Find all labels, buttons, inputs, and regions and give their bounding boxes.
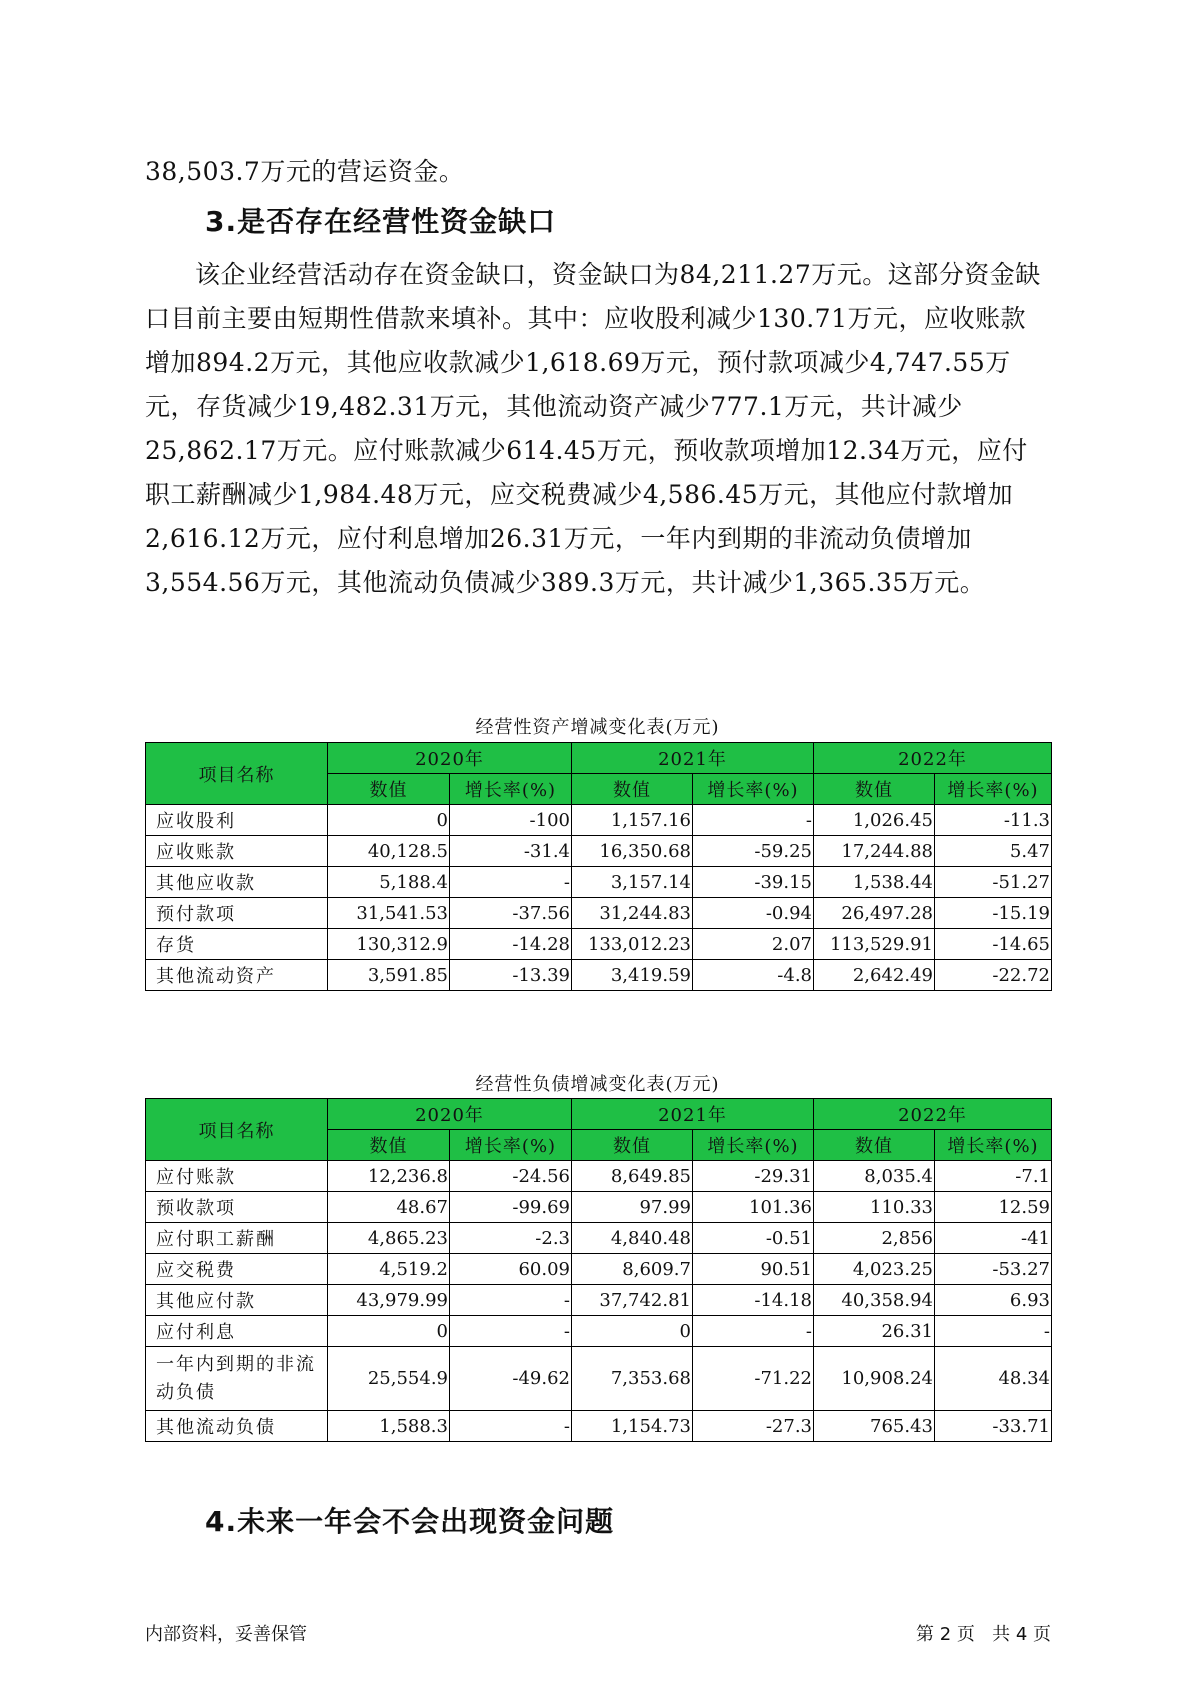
year-header: 2020年 bbox=[328, 1099, 572, 1130]
growth-cell: -13.39 bbox=[450, 960, 572, 991]
growth-cell: 2.07 bbox=[693, 929, 814, 960]
table-row bbox=[146, 1223, 1052, 1254]
value-cell: 43,979.99 bbox=[328, 1285, 450, 1316]
row-label: 其他流动负债 bbox=[146, 1411, 328, 1442]
value-cell: 10,908.24 bbox=[814, 1347, 935, 1411]
table-row bbox=[146, 867, 1052, 898]
growth-cell: -15.19 bbox=[935, 898, 1052, 929]
growth-header: 增长率(%) bbox=[450, 1130, 572, 1161]
row-label: 其他应付款 bbox=[146, 1285, 328, 1316]
intro-paragraph: 38,503.7万元的营运资金。 bbox=[145, 157, 465, 186]
value-cell: 133,012.23 bbox=[572, 929, 693, 960]
growth-cell: - bbox=[450, 867, 572, 898]
value-cell: 25,554.9 bbox=[328, 1347, 450, 1411]
year-header: 2020年 bbox=[328, 743, 572, 774]
section-4-heading: 4.未来一年会不会出现资金问题 bbox=[205, 1505, 615, 1538]
growth-cell: -49.62 bbox=[450, 1347, 572, 1411]
growth-cell: -0.51 bbox=[693, 1223, 814, 1254]
row-label: 其他应收款 bbox=[146, 867, 328, 898]
value-cell: 31,244.83 bbox=[572, 898, 693, 929]
value-cell: 17,244.88 bbox=[814, 836, 935, 867]
value-cell: 8,649.85 bbox=[572, 1161, 693, 1192]
table-row bbox=[146, 805, 1052, 836]
value-cell: 16,350.68 bbox=[572, 836, 693, 867]
value-cell: 2,642.49 bbox=[814, 960, 935, 991]
table-row bbox=[146, 836, 1052, 867]
value-cell: 3,591.85 bbox=[328, 960, 450, 991]
footer-page-number: 第 2 页 共 4 页 bbox=[916, 1624, 1051, 1645]
table-row bbox=[146, 1192, 1052, 1223]
row-label: 存货 bbox=[146, 929, 328, 960]
value-cell: 40,128.5 bbox=[328, 836, 450, 867]
table-row bbox=[146, 1316, 1052, 1347]
value-cell: 1,538.44 bbox=[814, 867, 935, 898]
growth-header: 增长率(%) bbox=[693, 774, 814, 805]
row-label: 其他流动资产 bbox=[146, 960, 328, 991]
growth-cell: -14.28 bbox=[450, 929, 572, 960]
growth-cell: -14.18 bbox=[693, 1285, 814, 1316]
row-label: 应付利息 bbox=[146, 1316, 328, 1347]
value-cell: 5,188.4 bbox=[328, 867, 450, 898]
row-label: 应付账款 bbox=[146, 1161, 328, 1192]
value-cell: 40,358.94 bbox=[814, 1285, 935, 1316]
value-cell: 3,419.59 bbox=[572, 960, 693, 991]
growth-cell: -31.4 bbox=[450, 836, 572, 867]
row-label: 一年内到期的非流动负债 bbox=[146, 1347, 328, 1411]
name-column-header: 项目名称 bbox=[146, 1099, 328, 1161]
growth-cell: - bbox=[693, 805, 814, 836]
value-cell: 26,497.28 bbox=[814, 898, 935, 929]
value-cell: 31,541.53 bbox=[328, 898, 450, 929]
growth-cell: -22.72 bbox=[935, 960, 1052, 991]
growth-cell: 6.93 bbox=[935, 1285, 1052, 1316]
asset-table-caption: 经营性资产增减变化表(万元) bbox=[475, 717, 720, 738]
table-row bbox=[146, 1161, 1052, 1192]
value-cell: 1,026.45 bbox=[814, 805, 935, 836]
liability-table bbox=[145, 1098, 1052, 1442]
growth-cell: -33.71 bbox=[935, 1411, 1052, 1442]
growth-cell: 90.51 bbox=[693, 1254, 814, 1285]
value-cell: 8,035.4 bbox=[814, 1161, 935, 1192]
growth-cell: - bbox=[450, 1285, 572, 1316]
growth-cell: -59.25 bbox=[693, 836, 814, 867]
growth-cell: -4.8 bbox=[693, 960, 814, 991]
table-row bbox=[146, 1285, 1052, 1316]
growth-cell: 48.34 bbox=[935, 1347, 1052, 1411]
growth-cell: -11.3 bbox=[935, 805, 1052, 836]
value-cell: 26.31 bbox=[814, 1316, 935, 1347]
growth-cell: - bbox=[693, 1316, 814, 1347]
asset-table bbox=[145, 742, 1052, 991]
growth-header: 增长率(%) bbox=[935, 1130, 1052, 1161]
row-label: 预付款项 bbox=[146, 898, 328, 929]
growth-cell: -2.3 bbox=[450, 1223, 572, 1254]
growth-cell: -24.56 bbox=[450, 1161, 572, 1192]
growth-cell: - bbox=[450, 1316, 572, 1347]
table-row bbox=[146, 1347, 1052, 1411]
table-row bbox=[146, 1254, 1052, 1285]
value-cell: 113,529.91 bbox=[814, 929, 935, 960]
section-3-body: 该企业经营活动存在资金缺口，资金缺口为84,211.27万元。这部分资金缺口目前主要由短期性借款来填补。其中：应收股利减少130.71万元，应收账款增加894.2万元，其他应收款减少1,618.69万元，预付款项减少4,747.55万元，存货减少19,482.31万元，其他流动资产减少777.1万元，共计减少25,862.17万元。应付账款减少614.45万元，预收款项增加12.34万元，应付职工薪酬减少1,984.48万元，应交税费减少4,586.45万元，其他应付款增加2,616.12万元，应付利息增加26.31万元，一年内到期的非流动负债增加3,554.56万元，其他流动负债减少389.3万元，共计减少1,365.35万元。 bbox=[145, 260, 1041, 597]
growth-header: 增长率(%) bbox=[450, 774, 572, 805]
growth-header: 增长率(%) bbox=[935, 774, 1052, 805]
value-cell: 0 bbox=[572, 1316, 693, 1347]
value-header: 数值 bbox=[572, 1130, 693, 1161]
value-cell: 4,023.25 bbox=[814, 1254, 935, 1285]
value-cell: 130,312.9 bbox=[328, 929, 450, 960]
growth-cell: 60.09 bbox=[450, 1254, 572, 1285]
growth-cell: 101.36 bbox=[693, 1192, 814, 1223]
growth-cell: -51.27 bbox=[935, 867, 1052, 898]
section-3-heading: 3.是否存在经营性资金缺口 bbox=[205, 205, 557, 238]
value-header: 数值 bbox=[572, 774, 693, 805]
table-row bbox=[146, 1411, 1052, 1442]
growth-cell: -41 bbox=[935, 1223, 1052, 1254]
value-cell: 765.43 bbox=[814, 1411, 935, 1442]
growth-cell: -0.94 bbox=[693, 898, 814, 929]
value-header: 数值 bbox=[328, 774, 450, 805]
year-header: 2021年 bbox=[572, 743, 814, 774]
value-cell: 12,236.8 bbox=[328, 1161, 450, 1192]
row-label: 预收款项 bbox=[146, 1192, 328, 1223]
growth-cell: -71.22 bbox=[693, 1347, 814, 1411]
growth-cell: -39.15 bbox=[693, 867, 814, 898]
growth-cell: -7.1 bbox=[935, 1161, 1052, 1192]
growth-cell: - bbox=[935, 1316, 1052, 1347]
row-label: 应收账款 bbox=[146, 836, 328, 867]
growth-cell: -99.69 bbox=[450, 1192, 572, 1223]
value-cell: 97.99 bbox=[572, 1192, 693, 1223]
footer-confidential-note: 内部资料，妥善保管 bbox=[145, 1624, 307, 1645]
value-cell: 4,840.48 bbox=[572, 1223, 693, 1254]
table-row bbox=[146, 960, 1052, 991]
liability-table-caption: 经营性负债增减变化表(万元) bbox=[475, 1074, 720, 1095]
value-header: 数值 bbox=[328, 1130, 450, 1161]
value-cell: 4,519.2 bbox=[328, 1254, 450, 1285]
growth-cell: -29.31 bbox=[693, 1161, 814, 1192]
value-cell: 110.33 bbox=[814, 1192, 935, 1223]
growth-cell: -37.56 bbox=[450, 898, 572, 929]
name-column-header: 项目名称 bbox=[146, 743, 328, 805]
growth-cell: -53.27 bbox=[935, 1254, 1052, 1285]
year-header: 2022年 bbox=[814, 743, 1052, 774]
growth-cell: - bbox=[450, 1411, 572, 1442]
growth-cell: -14.65 bbox=[935, 929, 1052, 960]
row-label: 应交税费 bbox=[146, 1254, 328, 1285]
table-row bbox=[146, 929, 1052, 960]
value-cell: 0 bbox=[328, 805, 450, 836]
year-header: 2022年 bbox=[814, 1099, 1052, 1130]
value-cell: 0 bbox=[328, 1316, 450, 1347]
value-cell: 37,742.81 bbox=[572, 1285, 693, 1316]
value-cell: 3,157.14 bbox=[572, 867, 693, 898]
year-header: 2021年 bbox=[572, 1099, 814, 1130]
table-row bbox=[146, 898, 1052, 929]
value-cell: 2,856 bbox=[814, 1223, 935, 1254]
value-cell: 8,609.7 bbox=[572, 1254, 693, 1285]
value-cell: 1,154.73 bbox=[572, 1411, 693, 1442]
growth-cell: -100 bbox=[450, 805, 572, 836]
value-cell: 1,588.3 bbox=[328, 1411, 450, 1442]
row-label: 应付职工薪酬 bbox=[146, 1223, 328, 1254]
value-cell: 7,353.68 bbox=[572, 1347, 693, 1411]
value-cell: 1,157.16 bbox=[572, 805, 693, 836]
value-header: 数值 bbox=[814, 1130, 935, 1161]
row-label: 应收股利 bbox=[146, 805, 328, 836]
growth-header: 增长率(%) bbox=[693, 1130, 814, 1161]
growth-cell: 5.47 bbox=[935, 836, 1052, 867]
value-header: 数值 bbox=[814, 774, 935, 805]
growth-cell: -27.3 bbox=[693, 1411, 814, 1442]
value-cell: 48.67 bbox=[328, 1192, 450, 1223]
value-cell: 4,865.23 bbox=[328, 1223, 450, 1254]
growth-cell: 12.59 bbox=[935, 1192, 1052, 1223]
